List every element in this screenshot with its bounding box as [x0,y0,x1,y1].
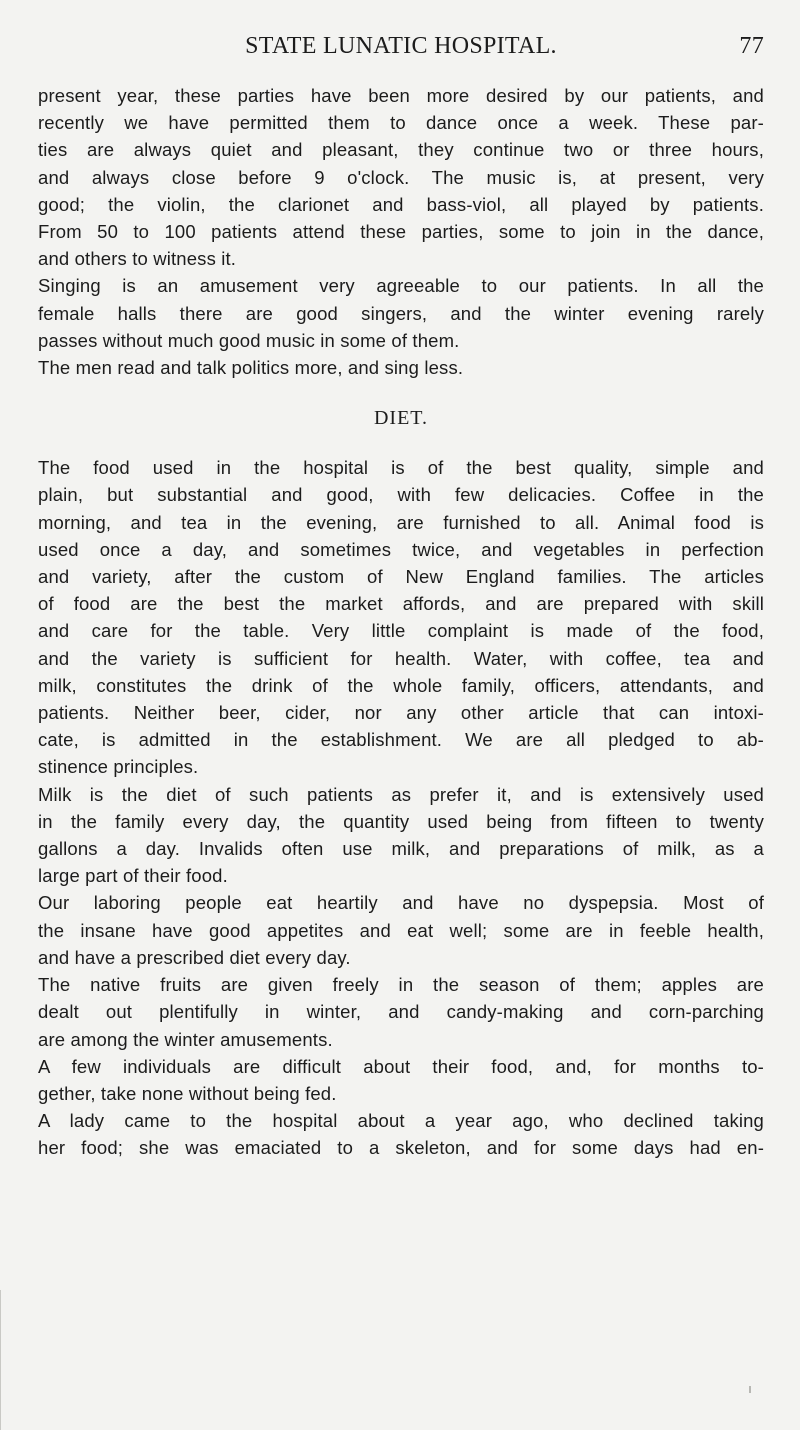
text-line: Our laboring people eat heartily and have no dyspepsia. Most of [38,892,764,914]
section-heading: DIET. [373,407,429,430]
paragraph [38,889,764,971]
text-line: female halls there are good singers, and the winter evening rarely [38,302,764,324]
text-line: The food used in the hospital is of the best quality, simple and [38,457,764,479]
text-line: dealt out plentifully in winter, and candy-making and corn-parching [38,1001,764,1023]
text-line: the insane have good appetites and eat well; some are in feeble health, [38,919,764,941]
text-line: of food are the best the market affords, and are prepared with skill [38,593,764,615]
text-line: Singing is an amusement very agreeable to our patients. In all the [38,275,764,297]
text-line: Milk is the diet of such patients as prefer it, and is extensively used [38,783,764,805]
text-line: The native fruits are given freely in the season of them; apples are [38,974,764,996]
text-line: and have a prescribed diet every day. [38,946,351,968]
paragraph [38,454,764,780]
text-line: A few individuals are difficult about their food, and, for months to- [38,1055,764,1077]
paragraph [38,971,764,1053]
text-line: good; the violin, the clarionet and bass-viol, all played by patients. [38,193,764,215]
text-line: plain, but substantial and good, with few delicacies. Coffee in the [38,484,764,506]
text-line: her food; she was emaciated to a skeleton, and for some days had en- [38,1137,764,1159]
text-line: recently we have permitted them to dance once a week. These par- [38,112,764,134]
text-line: From 50 to 100 patients attend these parties, some to join in the dance, [38,221,764,243]
text-line: stinence principles. [38,756,199,778]
text-line: and the variety is sufficient for health. Water, with coffee, tea and [38,647,764,669]
text-line: and always close before 9 o'clock. The music is, at present, very [38,166,764,188]
paragraph [38,82,764,272]
body-text [38,82,764,1162]
text-line: gallons a day. Invalids often use milk, and preparations of milk, as a [38,838,764,860]
paragraph [38,354,764,381]
scan-speck [749,1386,751,1393]
text-line: gether, take none without being fed. [38,1082,337,1104]
text-line: milk, constitutes the drink of the whole family, officers, attendants, and [38,674,764,696]
paragraph [38,272,764,354]
text-line: present year, these parties have been more desired by our patients, and [38,85,764,106]
paragraph [38,1107,764,1161]
text-line: morning, and tea in the evening, are furnished to all. Animal food is [38,511,764,533]
scan-edge-shadow [0,1290,1,1430]
paragraphs-before-heading [38,82,764,381]
text-line: and others to witness it. [38,248,237,270]
text-line: ties are always quiet and pleasant, they continue two or three hours, [38,139,764,161]
text-line: and care for the table. Very little complaint is made of the food, [38,620,764,642]
page-number: 77 [739,33,764,59]
paragraph [38,1053,764,1107]
paragraph [38,781,764,890]
running-head-title: STATE LUNATIC HOSPITAL. [245,33,557,59]
text-line: used once a day, and sometimes twice, and vegetables in perfection [38,538,764,560]
text-line: large part of their food. [38,865,228,887]
text-line: passes without much good music in some of them. [38,329,460,351]
text-line: and variety, after the custom of New England families. The articles [38,566,764,588]
text-line: patients. Neither beer, cider, nor any other article that can intoxi- [38,702,764,724]
text-line: The men read and talk politics more, and sing less. [38,357,464,379]
text-line: are among the winter amusements. [38,1028,333,1050]
text-line: cate, is admitted in the establishment. We are all pledged to ab- [38,729,764,751]
text-line: in the family every day, the quantity used being from fifteen to twenty [38,810,764,832]
text-line: A lady came to the hospital about a year ago, who declined taking [38,1110,764,1132]
paragraphs-after-heading [38,454,764,1161]
running-head [38,33,764,67]
